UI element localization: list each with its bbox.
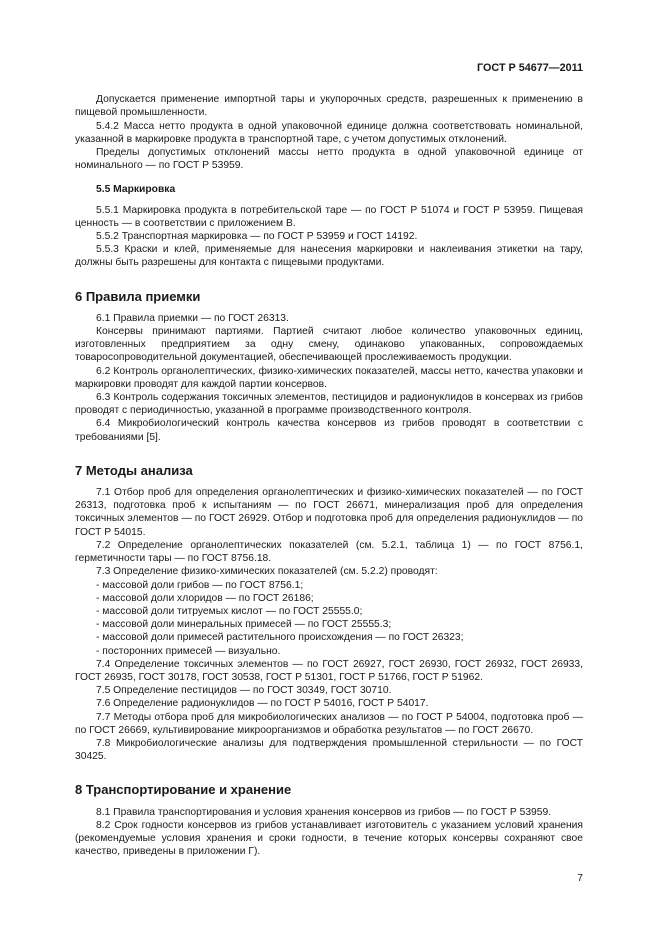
list-item: - посторонних примесей — визуально.: [96, 645, 281, 657]
clause-7-4: 7.4 Определение токсичных элементов — по ГОСТ 26927, ГОСТ 26930, ГОСТ 26932, ГОСТ 26933, ГОСТ 26935, ГОСТ 30178, ГОСТ 30538, ГОСТ Р 51301, ГОСТ Р 51766, ГОСТ Р 51962.: [75, 658, 583, 683]
list-item: - массовой доли хлоридов — по ГОСТ 26186;: [96, 592, 314, 604]
list-item: - массовой доли минеральных примесей — по ГОСТ 25555.3;: [96, 619, 392, 631]
clause-7-1: 7.1 Отбор проб для определения органолептических и физико-химических показателей — по ГОСТ 26313, подготовка проб к испытаниям — по ГОСТ 26671, минерализация проб для определения токсичных элементов — по ГОСТ 26929. Отбор и подготовка проб для определения радионуклидов — по ГОСТ Р 54015.: [75, 487, 583, 538]
section-heading-7: 7 Методы анализа: [75, 462, 193, 478]
clause-7-7: 7.7 Методы отбора проб для микробиологических анализов — по ГОСТ Р 54004, подготовка проб — по ГОСТ 26669, культивирование микроорганизмов и обработка результатов — по ГОСТ 26670.: [75, 711, 583, 736]
clause-5-5-2: 5.5.2 Транспортная маркировка — по ГОСТ Р 53959 и ГОСТ 14192.: [96, 231, 418, 243]
clause-5-5-3: 5.5.3 Краски и клей, применяемые для нанесения маркировки и наклеивания этикетки на тару, должны быть разрешены для контакта с пищевыми продуктами.: [75, 244, 583, 269]
clause-8-1: 8.1 Правила транспортирования и условия хранения консервов из грибов — по ГОСТ Р 53959.: [96, 806, 552, 818]
document-page: [75, 62, 583, 886]
paragraph: Допускается применение импортной тары и укупорочных средств, разрешенных к применению в пищевой промышленности.: [75, 94, 583, 119]
document-header: ГОСТ Р 54677—2011: [477, 62, 583, 74]
clause-7-3: 7.3 Определение физико-химических показателей (см. 5.2.2) проводят:: [96, 566, 438, 578]
list-item: - массовой доли титруемых кислот — по ГОСТ 25555.0;: [96, 605, 363, 617]
clause-7-2: 7.2 Определение органолептических показателей (см. 5.2.1, таблица 1) — по ГОСТ 8756.1, герметичности тары — по ГОСТ 8756.18.: [75, 539, 583, 565]
clause-7-6: 7.6 Определение радионуклидов — по ГОСТ Р 54016, ГОСТ Р 54017.: [96, 698, 429, 710]
clause-7-5: 7.5 Определение пестицидов — по ГОСТ 30349, ГОСТ 30710.: [96, 685, 392, 697]
clause-6-3: 6.3 Контроль содержания токсичных элементов, пестицидов и радионуклидов в консервах из грибов проводят с периодичностью, указанной в программе производственного контроля.: [75, 392, 583, 417]
paragraph: Пределы допустимых отклонений массы нетто продукта в одной упаковочной единице от номинального — по ГОСТ Р 53959.: [75, 147, 583, 172]
paragraph: 5.4.2 Масса нетто продукта в одной упаковочной единице должна соответствовать номинальной, указанной в маркировке продукта в транспортной таре, с учетом допустимых отклонений.: [75, 120, 583, 145]
page-number: 7: [577, 873, 583, 885]
section-heading-6: 6 Правила приемки: [75, 288, 201, 304]
section-heading-8: 8 Транспортирование и хранение: [75, 782, 292, 798]
clause-6-4: 6.4 Микробиологический контроль качества консервов из грибов проводят в соответствии с требованиями [5].: [75, 418, 583, 443]
paragraph: Консервы принимают партиями. Партией считают любое количество упаковочных единиц, изготовленных предприятием за одну смену, одинаково упакованных, сопровождаемых товаросопроводительной документацией, обеспечивающей прослеживаемость продукции.: [75, 326, 583, 364]
clause-6-2: 6.2 Контроль органолептических, физико-химических показателей, массы нетто, качества упаковки и маркировки проводят для каждой партии консервов.: [75, 365, 583, 390]
subsection-heading-5-5: 5.5 Маркировка: [96, 184, 176, 196]
clause-6-1: 6.1 Правила приемки — по ГОСТ 26313.: [96, 312, 289, 324]
list-item: - массовой доли примесей растительного происхождения — по ГОСТ 26323;: [96, 632, 464, 644]
list-item: - массовой доли грибов — по ГОСТ 8756.1;: [96, 579, 304, 591]
clause-5-5-1: 5.5.1 Маркировка продукта в потребительской таре — по ГОСТ Р 51074 и ГОСТ Р 53959. Пищевая ценность — в соответствии с приложением В.: [75, 204, 583, 229]
clause-7-8: 7.8 Микробиологические анализы для подтверждения промышленной стерильности — по ГОСТ 30425.: [75, 737, 583, 763]
clause-8-2: 8.2 Срок годности консервов из грибов устанавливает изготовитель с указанием условий хранения (рекомендуемые условия хранения и сроки годности, в течение которых консервы сохраняют свое качество, приведены в приложении Г).: [75, 819, 583, 858]
